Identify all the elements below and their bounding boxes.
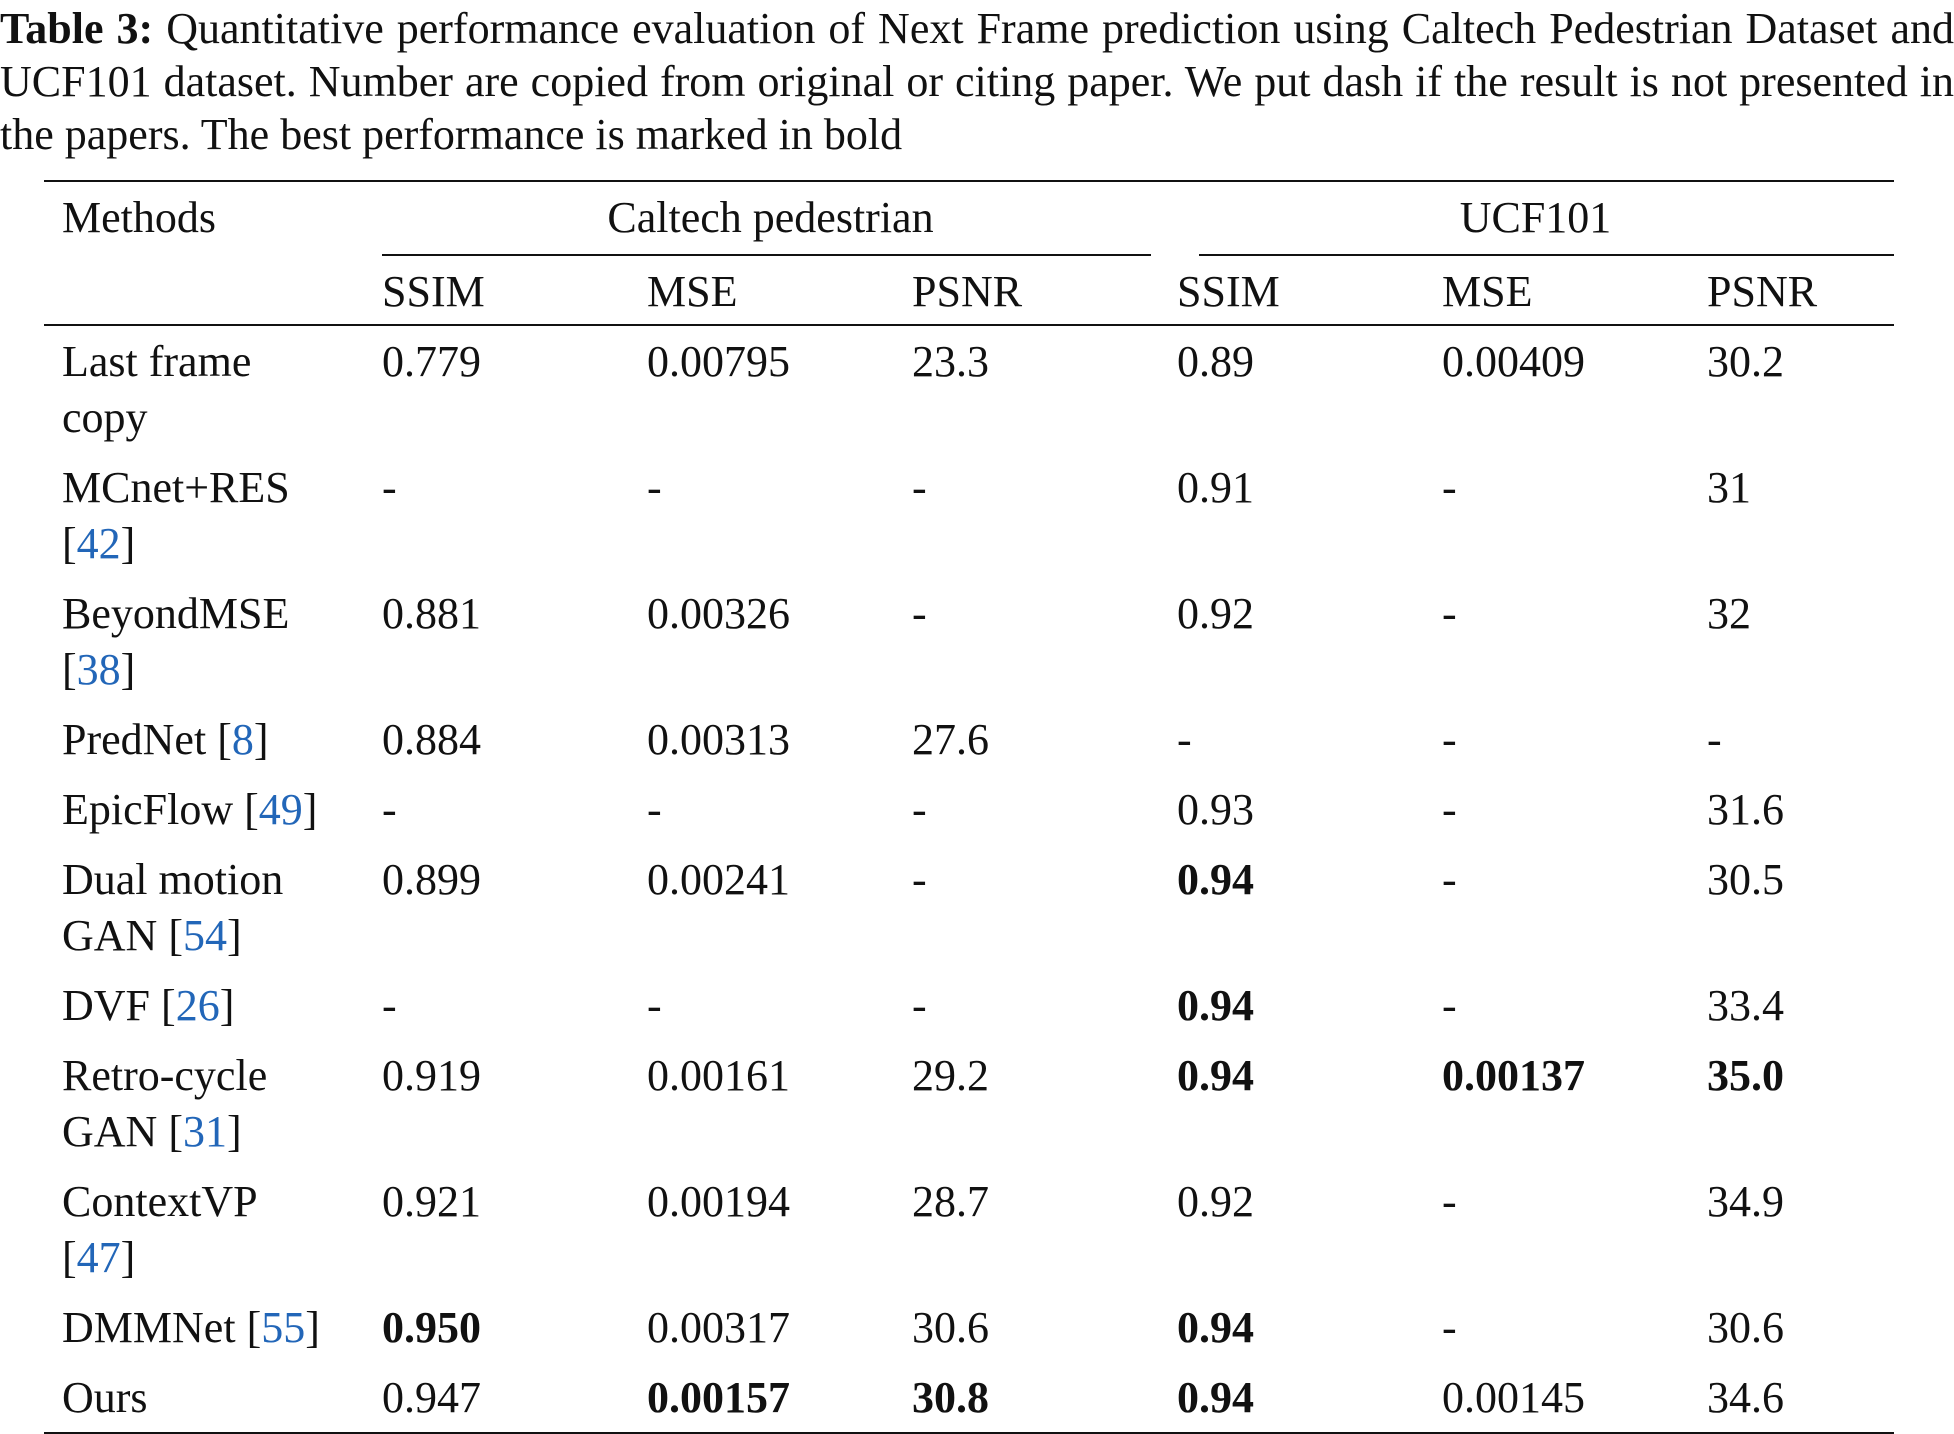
value-cell: - bbox=[912, 855, 927, 904]
value-cell: 23.3 bbox=[912, 337, 989, 386]
value-cell: - bbox=[1442, 715, 1457, 764]
method-name: Retro-cycle bbox=[62, 1051, 268, 1100]
value-cell: - bbox=[912, 463, 927, 512]
value-cell: - bbox=[647, 463, 662, 512]
value-cell: - bbox=[1442, 1303, 1457, 1352]
table-row bbox=[44, 970, 1894, 1040]
value-cell: - bbox=[1442, 463, 1457, 512]
value-cell: 0.00326 bbox=[647, 589, 790, 638]
table-row bbox=[44, 1040, 1894, 1166]
citation-link[interactable]: 54 bbox=[182, 911, 227, 960]
value-cell: 0.779 bbox=[382, 337, 481, 386]
method-name: DMMNet bbox=[62, 1303, 236, 1352]
method-cell: Dual motion GAN [54] bbox=[62, 855, 284, 960]
method-name: MCnet+RES bbox=[62, 463, 290, 512]
value-cell: 0.00161 bbox=[647, 1051, 790, 1100]
value-cell: 31.6 bbox=[1707, 785, 1784, 834]
method-name: PredNet bbox=[62, 715, 207, 764]
group-header-caltech: Caltech pedestrian bbox=[364, 181, 1159, 264]
value-cell: 0.92 bbox=[1177, 589, 1254, 638]
value-cell: - bbox=[382, 463, 397, 512]
metric-header: MSE bbox=[1442, 267, 1533, 316]
value-cell: 0.91 bbox=[1177, 463, 1254, 512]
value-cell: 0.899 bbox=[382, 855, 481, 904]
method-cell: DMMNet [55] bbox=[62, 1303, 320, 1352]
method-cell: PredNet [8] bbox=[62, 715, 269, 764]
value-cell: 30.5 bbox=[1707, 855, 1784, 904]
value-cell: 32 bbox=[1707, 589, 1751, 638]
method-name-line2: GAN bbox=[62, 1107, 158, 1156]
value-cell: 0.94 bbox=[1177, 1373, 1254, 1422]
results-table-container bbox=[44, 180, 1894, 1434]
value-cell: - bbox=[1442, 855, 1457, 904]
value-cell: 0.00795 bbox=[647, 337, 790, 386]
table-row bbox=[44, 325, 1894, 452]
citation-link[interactable]: 38 bbox=[76, 645, 121, 694]
citation-link[interactable]: 26 bbox=[175, 981, 220, 1030]
method-name: Dual motion bbox=[62, 855, 284, 904]
table-row bbox=[44, 452, 1894, 578]
value-cell: 29.2 bbox=[912, 1051, 989, 1100]
method-name: ContextVP bbox=[62, 1177, 258, 1226]
value-cell: 34.6 bbox=[1707, 1373, 1784, 1422]
value-cell: 0.93 bbox=[1177, 785, 1254, 834]
table-row bbox=[44, 578, 1894, 704]
value-cell: 0.00137 bbox=[1442, 1051, 1585, 1100]
value-cell: - bbox=[1442, 589, 1457, 638]
value-cell: 30.2 bbox=[1707, 337, 1784, 386]
value-cell: 0.00409 bbox=[1442, 337, 1585, 386]
method-name: Ours bbox=[62, 1373, 148, 1422]
value-cell: 31 bbox=[1707, 463, 1751, 512]
value-cell: 33.4 bbox=[1707, 981, 1784, 1030]
value-cell: 0.00313 bbox=[647, 715, 790, 764]
method-name-line2: copy bbox=[62, 393, 148, 442]
table-row bbox=[44, 1362, 1894, 1433]
value-cell: - bbox=[912, 785, 927, 834]
table-row bbox=[44, 1166, 1894, 1292]
value-cell: 30.6 bbox=[1707, 1303, 1784, 1352]
value-cell: - bbox=[382, 981, 397, 1030]
value-cell: - bbox=[647, 981, 662, 1030]
method-name-line2: GAN bbox=[62, 911, 158, 960]
value-cell: 30.6 bbox=[912, 1303, 989, 1352]
value-cell: 27.6 bbox=[912, 715, 989, 764]
value-cell: 0.94 bbox=[1177, 1051, 1254, 1100]
method-name: Last frame bbox=[62, 337, 252, 386]
methods-header: Methods bbox=[62, 193, 216, 242]
value-cell: - bbox=[1442, 981, 1457, 1030]
method-cell: DVF [26] bbox=[62, 981, 235, 1030]
caption-text: Quantitative performance evaluation of Next Frame prediction using Caltech Pedestrian Dataset and UCF101 dataset. Number are copied from original or citing paper. We put dash if the result is not presented in the papers. The best performance is marked in bold bbox=[0, 4, 1954, 159]
citation-link[interactable]: 42 bbox=[76, 519, 121, 568]
table-row bbox=[44, 844, 1894, 970]
citation-link[interactable]: 55 bbox=[261, 1303, 306, 1352]
value-cell: 0.00317 bbox=[647, 1303, 790, 1352]
value-cell: 0.881 bbox=[382, 589, 481, 638]
method-cell: MCnet+RES [42] bbox=[62, 463, 290, 568]
value-cell: 28.7 bbox=[912, 1177, 989, 1226]
value-cell: 0.00241 bbox=[647, 855, 790, 904]
method-cell bbox=[44, 325, 364, 452]
table-caption bbox=[0, 2, 1954, 161]
table-row bbox=[44, 704, 1894, 774]
value-cell: 30.8 bbox=[912, 1373, 989, 1422]
citation-link[interactable]: 31 bbox=[182, 1107, 227, 1156]
value-cell: 0.947 bbox=[382, 1373, 481, 1422]
method-cell bbox=[44, 1362, 364, 1433]
caption-label: Table 3: bbox=[0, 4, 154, 53]
table-row bbox=[44, 1292, 1894, 1362]
value-cell: 0.00145 bbox=[1442, 1373, 1585, 1422]
citation-link[interactable]: 47 bbox=[76, 1233, 121, 1282]
metric-header: PSNR bbox=[1707, 267, 1818, 316]
value-cell: 0.92 bbox=[1177, 1177, 1254, 1226]
metric-header: SSIM bbox=[1177, 267, 1280, 316]
value-cell: 0.89 bbox=[1177, 337, 1254, 386]
value-cell: - bbox=[912, 981, 927, 1030]
value-cell: 0.950 bbox=[382, 1303, 481, 1352]
value-cell: 0.94 bbox=[1177, 981, 1254, 1030]
value-cell: - bbox=[1177, 715, 1192, 764]
method-cell: BeyondMSE [38] bbox=[62, 589, 290, 694]
value-cell: 35.0 bbox=[1707, 1051, 1784, 1100]
value-cell: - bbox=[1442, 1177, 1457, 1226]
value-cell: - bbox=[1442, 785, 1457, 834]
method-name: BeyondMSE bbox=[62, 589, 290, 638]
value-cell: 0.884 bbox=[382, 715, 481, 764]
method-cell: ContextVP [47] bbox=[62, 1177, 258, 1282]
value-cell: 34.9 bbox=[1707, 1177, 1784, 1226]
value-cell: 0.00157 bbox=[647, 1373, 790, 1422]
value-cell: 0.919 bbox=[382, 1051, 481, 1100]
table-body bbox=[44, 325, 1894, 1433]
method-name: DVF bbox=[62, 981, 151, 1030]
value-cell: - bbox=[912, 589, 927, 638]
value-cell: - bbox=[382, 785, 397, 834]
table-row bbox=[44, 774, 1894, 844]
metric-header: SSIM bbox=[382, 267, 485, 316]
value-cell: 0.94 bbox=[1177, 855, 1254, 904]
method-cell: EpicFlow [49] bbox=[62, 785, 318, 834]
method-cell: Retro-cycle GAN [31] bbox=[62, 1051, 268, 1156]
results-table bbox=[44, 180, 1894, 1434]
method-name: EpicFlow bbox=[62, 785, 234, 834]
group-header-ucf101: UCF101 bbox=[1159, 181, 1894, 264]
citation-link[interactable]: 49 bbox=[258, 785, 303, 834]
metric-header: PSNR bbox=[912, 267, 1023, 316]
value-cell: - bbox=[1707, 715, 1722, 764]
value-cell: 0.94 bbox=[1177, 1303, 1254, 1352]
value-cell: 0.00194 bbox=[647, 1177, 790, 1226]
value-cell: 0.921 bbox=[382, 1177, 481, 1226]
metric-header: MSE bbox=[647, 267, 738, 316]
citation-link[interactable]: 8 bbox=[231, 715, 254, 764]
value-cell: - bbox=[647, 785, 662, 834]
